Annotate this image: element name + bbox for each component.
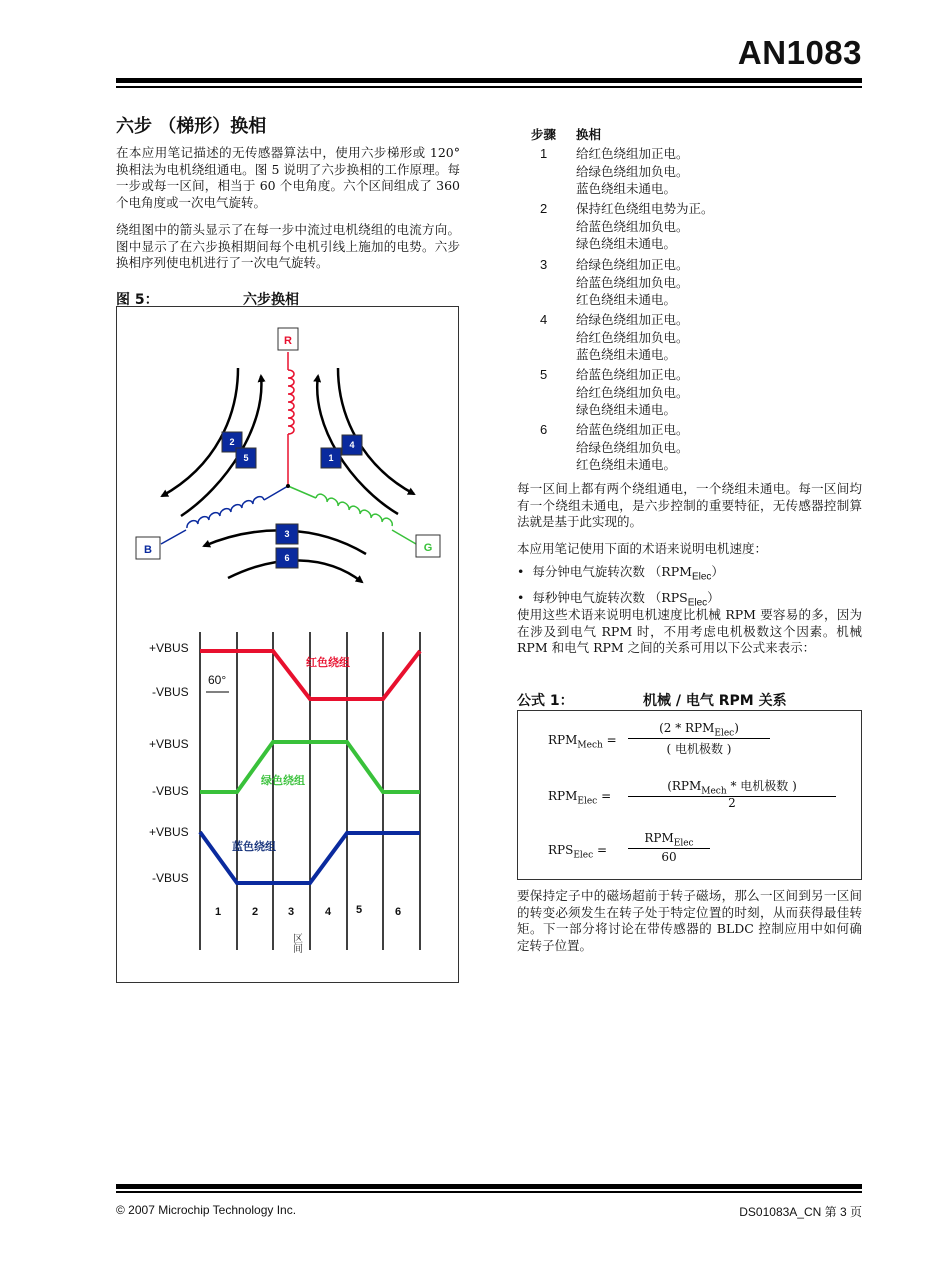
right-paragraph-4: 要保持定子中的磁场超前于转子磁场，那么一区间到另一区间的转变必须发生在转子处于特定位置的时刻，从而获得最佳转矩。下一部分将讨论在带传感器的 BLDC 控制应用中如何确定转子位置。 — [517, 888, 862, 953]
equation-1-denominator: ( 电机极数 ) — [666, 742, 732, 756]
step-number: 5 — [540, 367, 548, 382]
step-line: 给蓝色绕组加负电。 — [576, 274, 689, 290]
step-line: 给蓝色绕组加正电。 — [576, 367, 689, 382]
red-vbus-pos-label: +VBUS — [149, 641, 189, 655]
header-rule-thin — [116, 86, 862, 88]
equation-title: 机械 / 电气 RPM 关系 — [643, 693, 787, 709]
step-line: 红色绕组未通电。 — [576, 292, 677, 307]
step-number: 1 — [540, 146, 548, 161]
step-line: 保持红色绕组电势为正。 — [576, 201, 714, 216]
footer-rule-thin — [116, 1191, 862, 1193]
green-coil — [316, 494, 392, 526]
step-line: 给蓝色绕组加负电。 — [576, 218, 689, 234]
right-paragraph-2: 本应用笔记使用下面的术语来说明电机速度： — [517, 541, 768, 556]
step-line: 蓝色绕组未通电。 — [576, 347, 677, 362]
blue-vbus-neg-label: -VBUS — [152, 871, 189, 885]
section-paragraph-2: 绕组图中的箭头显示了在每一步中流过电机绕组的电流方向。图中显示了在六步换相期间每个电机引线上施加的电势。六步换相序列使电机进行了一次电气旋转。 — [116, 222, 460, 270]
footer-doc-page: DS01083A_CN 第 3 页 — [739, 1205, 862, 1219]
terminal-r-label: R — [284, 335, 292, 347]
terminal-b-label: B — [144, 544, 152, 556]
list-item: • 每分钟电气旋转次数 $(RPM_{Elec})$ — [517, 564, 724, 583]
steps-header-step: 步骤 — [531, 127, 557, 142]
red-coil — [288, 370, 294, 434]
interval-number-5: 5 — [355, 904, 363, 916]
step-box-1-label: 1 — [328, 453, 334, 463]
equation-caption — [517, 690, 862, 710]
speed-terms-list — [517, 562, 862, 613]
blue-winding-label: 蓝色绕组 — [232, 840, 276, 853]
interval-number-6: 6 — [394, 906, 402, 918]
steps-header-commutation: 换相 — [576, 127, 602, 142]
step-line: 绿色绕组未通电。 — [576, 236, 677, 251]
equation-1-lhs: $RPM_{Mech}$ = — [548, 733, 617, 751]
step-line: 给红色绕组加负电。 — [576, 329, 689, 345]
footer-rule-thick — [116, 1184, 862, 1189]
equation-2-denominator: 2 — [728, 796, 736, 810]
red-winding-label: 红色绕组 — [306, 656, 350, 669]
section-paragraph-1: 在本应用笔记描述的无传感器算法中，使用六步梯形或 120° 换相法为电机绕组通电。图 5 说明了六步换相的工作原理。每一步或每一区间，相当于 60 个电角度。六个区间组成了 360 个电角度或一次电气旋转。 — [116, 145, 460, 210]
step-number: 6 — [540, 422, 548, 437]
angle-label: 60° — [208, 673, 227, 687]
right-paragraph-3: 使用这些术语来说明电机速度比机械 RPM 要容易的多，因为在涉及到电气 RPM 时，不用考虑电机极数这个因素。机械 RPM 和电气 RPM 之间的关系可用以下公式来表示： — [517, 607, 862, 655]
waveform-diagram — [149, 632, 420, 953]
step-line: 给绿色绕组加正电。 — [576, 257, 689, 272]
arrow-step-2 — [181, 376, 261, 516]
document-id: AN1083 — [737, 34, 862, 71]
step-line: 给蓝色绕组加正电。 — [576, 422, 689, 437]
arrow-step-1 — [338, 368, 414, 494]
step-number: 2 — [540, 201, 548, 216]
commutation-figure — [116, 306, 459, 983]
neutral-point — [286, 484, 290, 488]
step-line: 给绿色绕组加正电。 — [576, 312, 689, 327]
step-line: 给红色绕组加正电。 — [576, 146, 689, 161]
green-vbus-neg-label: -VBUS — [152, 784, 189, 798]
step-box-3-label: 3 — [284, 529, 290, 539]
step-line: 红色绕组未通电。 — [576, 457, 677, 472]
step-line: 给绿色绕组加负电。 — [576, 163, 689, 179]
terminal-g-label: G — [423, 542, 433, 554]
equation-frame — [517, 710, 862, 880]
motor-winding-diagram — [136, 328, 440, 582]
green-winding-label: 绿色绕组 — [261, 774, 305, 787]
step-box-2-label: 2 — [229, 437, 235, 447]
step-box-6-label: 6 — [284, 553, 290, 563]
green-vbus-pos-label: +VBUS — [149, 737, 189, 751]
section-title: 六步 （梯形）换相 — [116, 116, 267, 137]
red-vbus-neg-label: -VBUS — [152, 685, 189, 699]
interval-number-2: 2 — [251, 906, 259, 918]
step-number: 3 — [540, 257, 548, 272]
step-number: 4 — [540, 312, 548, 327]
right-paragraph-1: 每一区间上都有两个绕组通电，一个绕组未通电。每一区间均有一个绕组未通电，是六步控制的重要特征，无传感器控制算法就是基于此实现的。 — [517, 481, 862, 529]
figure-label: 图 5： — [116, 292, 159, 308]
step-line: 给绿色绕组加负电。 — [576, 439, 689, 455]
figure-title: 六步换相 — [243, 292, 299, 308]
equation-3-numerator: $RPM_{Elec}$ — [628, 831, 710, 849]
equation-3-denominator: 60 — [661, 850, 677, 864]
step-box-4-label: 4 — [349, 440, 355, 450]
step-box-5-label: 5 — [243, 453, 249, 463]
interval-axis-label: 区间 — [290, 933, 302, 953]
blue-vbus-pos-label: +VBUS — [149, 825, 189, 839]
equation-2-lhs: $RPM_{Elec}$ = — [548, 789, 612, 807]
interval-number-3: 3 — [287, 906, 295, 918]
step-line: 给红色绕组加负电。 — [576, 384, 689, 400]
equation-3-lhs: $RPS_{Elec}$ = — [548, 843, 608, 861]
figure-frame — [116, 306, 459, 983]
blue-winding — [161, 486, 288, 544]
equation-1-numerator: $(2 * RPM_{Elec})$ — [628, 721, 770, 739]
equation-2-numerator: ($RPM_{Mech}$ * 电机极数 ) — [628, 777, 836, 797]
interval-number-1: 1 — [214, 906, 222, 918]
list-item: • 每秒钟电气旋转次数 $(RPS_{Elec})$ — [517, 589, 720, 608]
interval-number-4: 4 — [324, 906, 332, 918]
green-winding — [288, 486, 416, 544]
equation-label: 公式 1： — [517, 693, 574, 709]
footer-copyright: © 2007 Microchip Technology Inc. — [116, 1203, 297, 1217]
step-line: 绿色绕组未通电。 — [576, 402, 677, 417]
step-line: 蓝色绕组未通电。 — [576, 181, 677, 196]
header-rule-thick — [116, 78, 862, 83]
